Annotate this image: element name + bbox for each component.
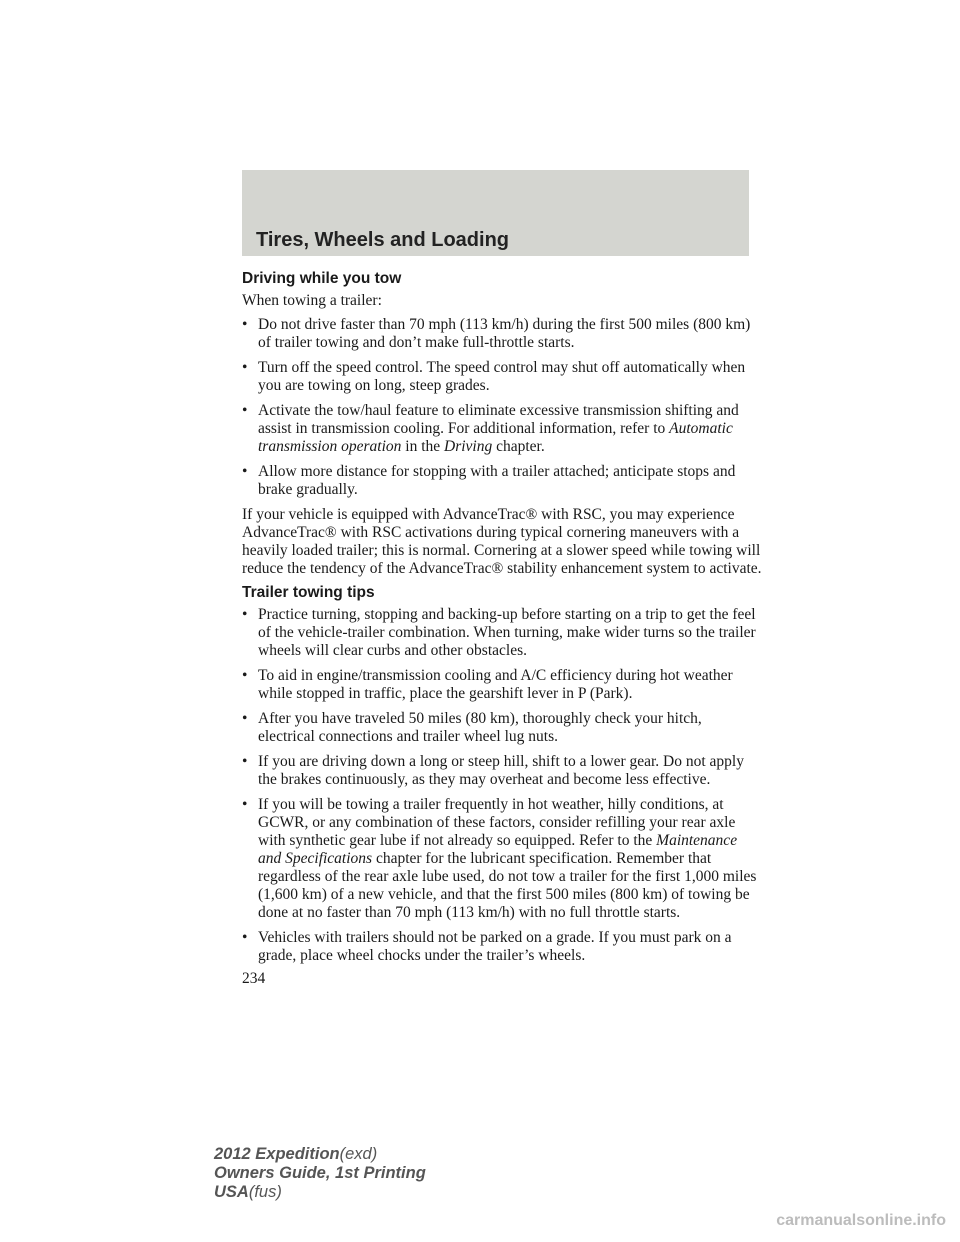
list-item: • Vehicles with trailers should not be parked on a grade. If you must park on a grade, place wheel chocks under the trailer’s wheels. — [242, 929, 732, 964]
bullet-icon: • — [242, 316, 248, 333]
chapter-header — [242, 170, 749, 256]
list-item: • Practice turning, stopping and backing-up before starting on a trip to get the feel of the vehicle-trailer combination. When turning, make wider turns so the trailer wheels will clear curbs and other obstacles. — [242, 606, 756, 659]
bullet-icon: • — [242, 796, 248, 813]
bullet-icon: • — [242, 710, 248, 727]
footer-model: 2012 Expedition — [214, 1145, 340, 1163]
footer-market: USA — [214, 1183, 249, 1201]
chapter-title: Tires, Wheels and Loading — [256, 229, 510, 251]
bullet-icon: • — [242, 929, 248, 946]
list-item: • Turn off the speed control. The speed control may shut off automatically when you are towing on long, steep grades. — [242, 359, 746, 394]
print-footer — [214, 1145, 426, 1202]
bullet-icon: • — [242, 359, 248, 376]
list-item: • Do not drive faster than 70 mph (113 km/h) during the first 500 miles (800 km) of trailer towing and don’t make full-throttle starts. — [242, 316, 751, 351]
tips-bullet-list — [242, 606, 762, 965]
driving-bullet-list — [242, 316, 762, 499]
watermark: carmanualsonline.info — [776, 1212, 946, 1229]
reference-link-transmission: Automatic transmission operation — [258, 420, 733, 455]
footer-market-code: (fus) — [248, 1183, 282, 1201]
section-heading-driving: Driving while you tow — [242, 270, 402, 287]
bullet-icon: • — [242, 667, 248, 684]
reference-link-maintenance: Maintenance and Specifications — [258, 832, 738, 867]
bullet-icon: • — [242, 606, 248, 623]
page-number: 234 — [242, 970, 266, 987]
list-item: • Activate the tow/haul feature to eliminate excessive transmission shifting and assist in transmission cooling. For additional information, refer to Automatic transmission operation in the Driving chapter. — [242, 402, 739, 455]
list-item: • If you will be towing a trailer frequently in hot weather, hilly conditions, at GCWR, or any combination of these factors, consider refilling your rear axle with synthetic gear lube if not already so equipped. Refer to the Maintenance and Specifications chapter for the lubricant specification. Remember that regardless of the rear axle lube used, do not tow a trailer for the first 1,000 miles (1,600 km) of a new vehicle, and that the first 500 miles (800 km) of towing be done at no faster than 70 mph (113 km/h) with no full throttle starts. — [242, 796, 757, 921]
list-item: • To aid in engine/transmission cooling and A/C efficiency during hot weather while stopped in traffic, place the gearshift lever in P (Park). — [242, 667, 733, 702]
page-content — [242, 270, 762, 988]
reference-link-driving: Driving — [444, 438, 493, 455]
section-heading-tips: Trailer towing tips — [242, 584, 375, 601]
list-item: • Allow more distance for stopping with a trailer attached; anticipate stops and brake gradually. — [242, 463, 736, 498]
list-item: • If you are driving down a long or steep hill, shift to a lower gear. Do not apply the brakes continuously, as they may overheat and become less effective. — [242, 753, 744, 788]
footer-model-code: (exd) — [339, 1145, 378, 1163]
bullet-icon: • — [242, 402, 248, 419]
bullet-icon: • — [242, 463, 248, 480]
footer-edition: Owners Guide, 1st Printing — [214, 1164, 426, 1182]
intro-text: When towing a trailer: — [242, 292, 382, 309]
bullet-icon: • — [242, 753, 248, 770]
advancetrac-paragraph: If your vehicle is equipped with AdvanceTrac® with RSC, you may experience AdvanceTrac® with RSC activations during typical cornering maneuvers with a heavily loaded trailer; this is normal. Cornering at a slower speed while towing will reduce the tendency of the AdvanceTrac® stability enhancement system to activate. — [242, 506, 762, 577]
list-item: • After you have traveled 50 miles (80 km), thoroughly check your hitch, electrical connections and trailer wheel lug nuts. — [242, 710, 702, 745]
